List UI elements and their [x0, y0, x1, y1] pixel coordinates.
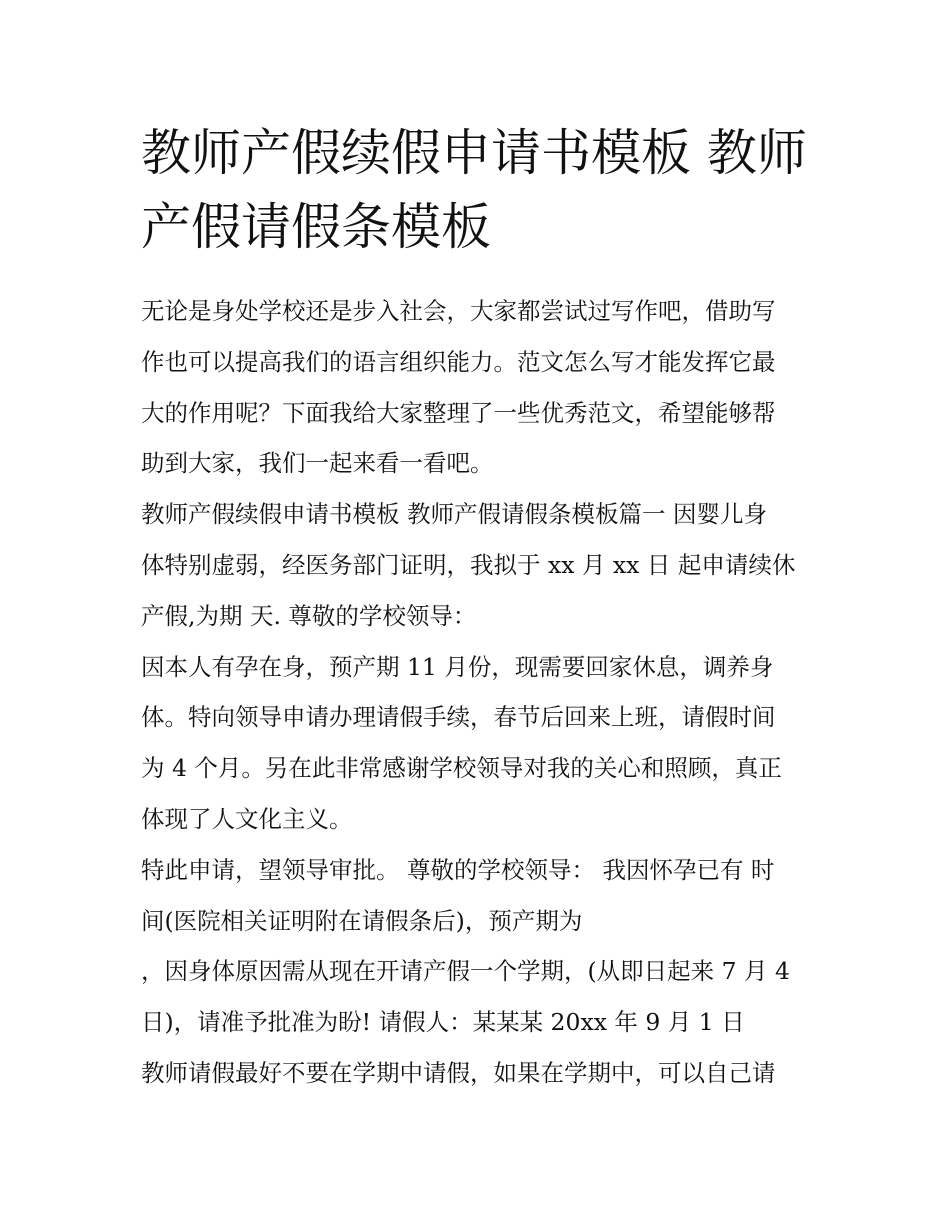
body-line: 间(医院相关证明附在请假条后)，预产期为 — [141, 906, 583, 935]
body-line: 体特别虚弱，经医务部门证明，我拟于 xx 月 xx 日 起申请续休 — [141, 550, 796, 579]
body-line: ，因身体原因需从现在开请产假一个学期，(从即日起来 7 月 4 — [141, 957, 790, 986]
title-line: 教师产假续假申请书模板 教师 — [141, 124, 807, 182]
body-line: 教师产假续假申请书模板 教师产假请假条模板篇一 因婴儿身 — [141, 500, 767, 529]
body-line: 助到大家，我们一起来看一看吧。 — [141, 449, 494, 478]
body-line: 教师请假最好不要在学期中请假，如果在学期中，可以自己请 — [141, 1058, 776, 1087]
document-content — [141, 116, 811, 1099]
body-line: 为 4 个月。另在此非常感谢学校领导对我的关心和照顾，真正 — [141, 754, 782, 783]
body-line: 日)，请准予批准为盼! 请假人：某某某 20xx 年 9 月 1 日 — [141, 1008, 745, 1037]
title-line: 产假请假条模板 — [141, 198, 491, 256]
body-line: 作也可以提高我们的语言组织能力。范文怎么写才能发挥它最 — [141, 347, 776, 376]
body-line: 因本人有孕在身，预产期 11 月份，现需要回家休息，调养身 — [141, 652, 774, 681]
document-title — [141, 116, 811, 264]
body-line: 体。特向领导申请办理请假手续，春节后回来上班，请假时间 — [141, 703, 776, 732]
body-line: 产假,为期 天. 尊敬的学校领导： — [141, 601, 477, 630]
body-line: 体现了人文化主义。 — [141, 804, 353, 833]
body-line: 大的作用呢？下面我给大家整理了一些优秀范文，希望能够帮 — [141, 398, 776, 427]
document-body — [141, 286, 811, 1099]
body-line: 无论是身处学校还是步入社会，大家都尝试过写作吧，借助写 — [141, 297, 776, 325]
body-line: 特此申请，望领导审批。 尊敬的学校领导： 我因怀孕已有 时 — [141, 855, 775, 884]
